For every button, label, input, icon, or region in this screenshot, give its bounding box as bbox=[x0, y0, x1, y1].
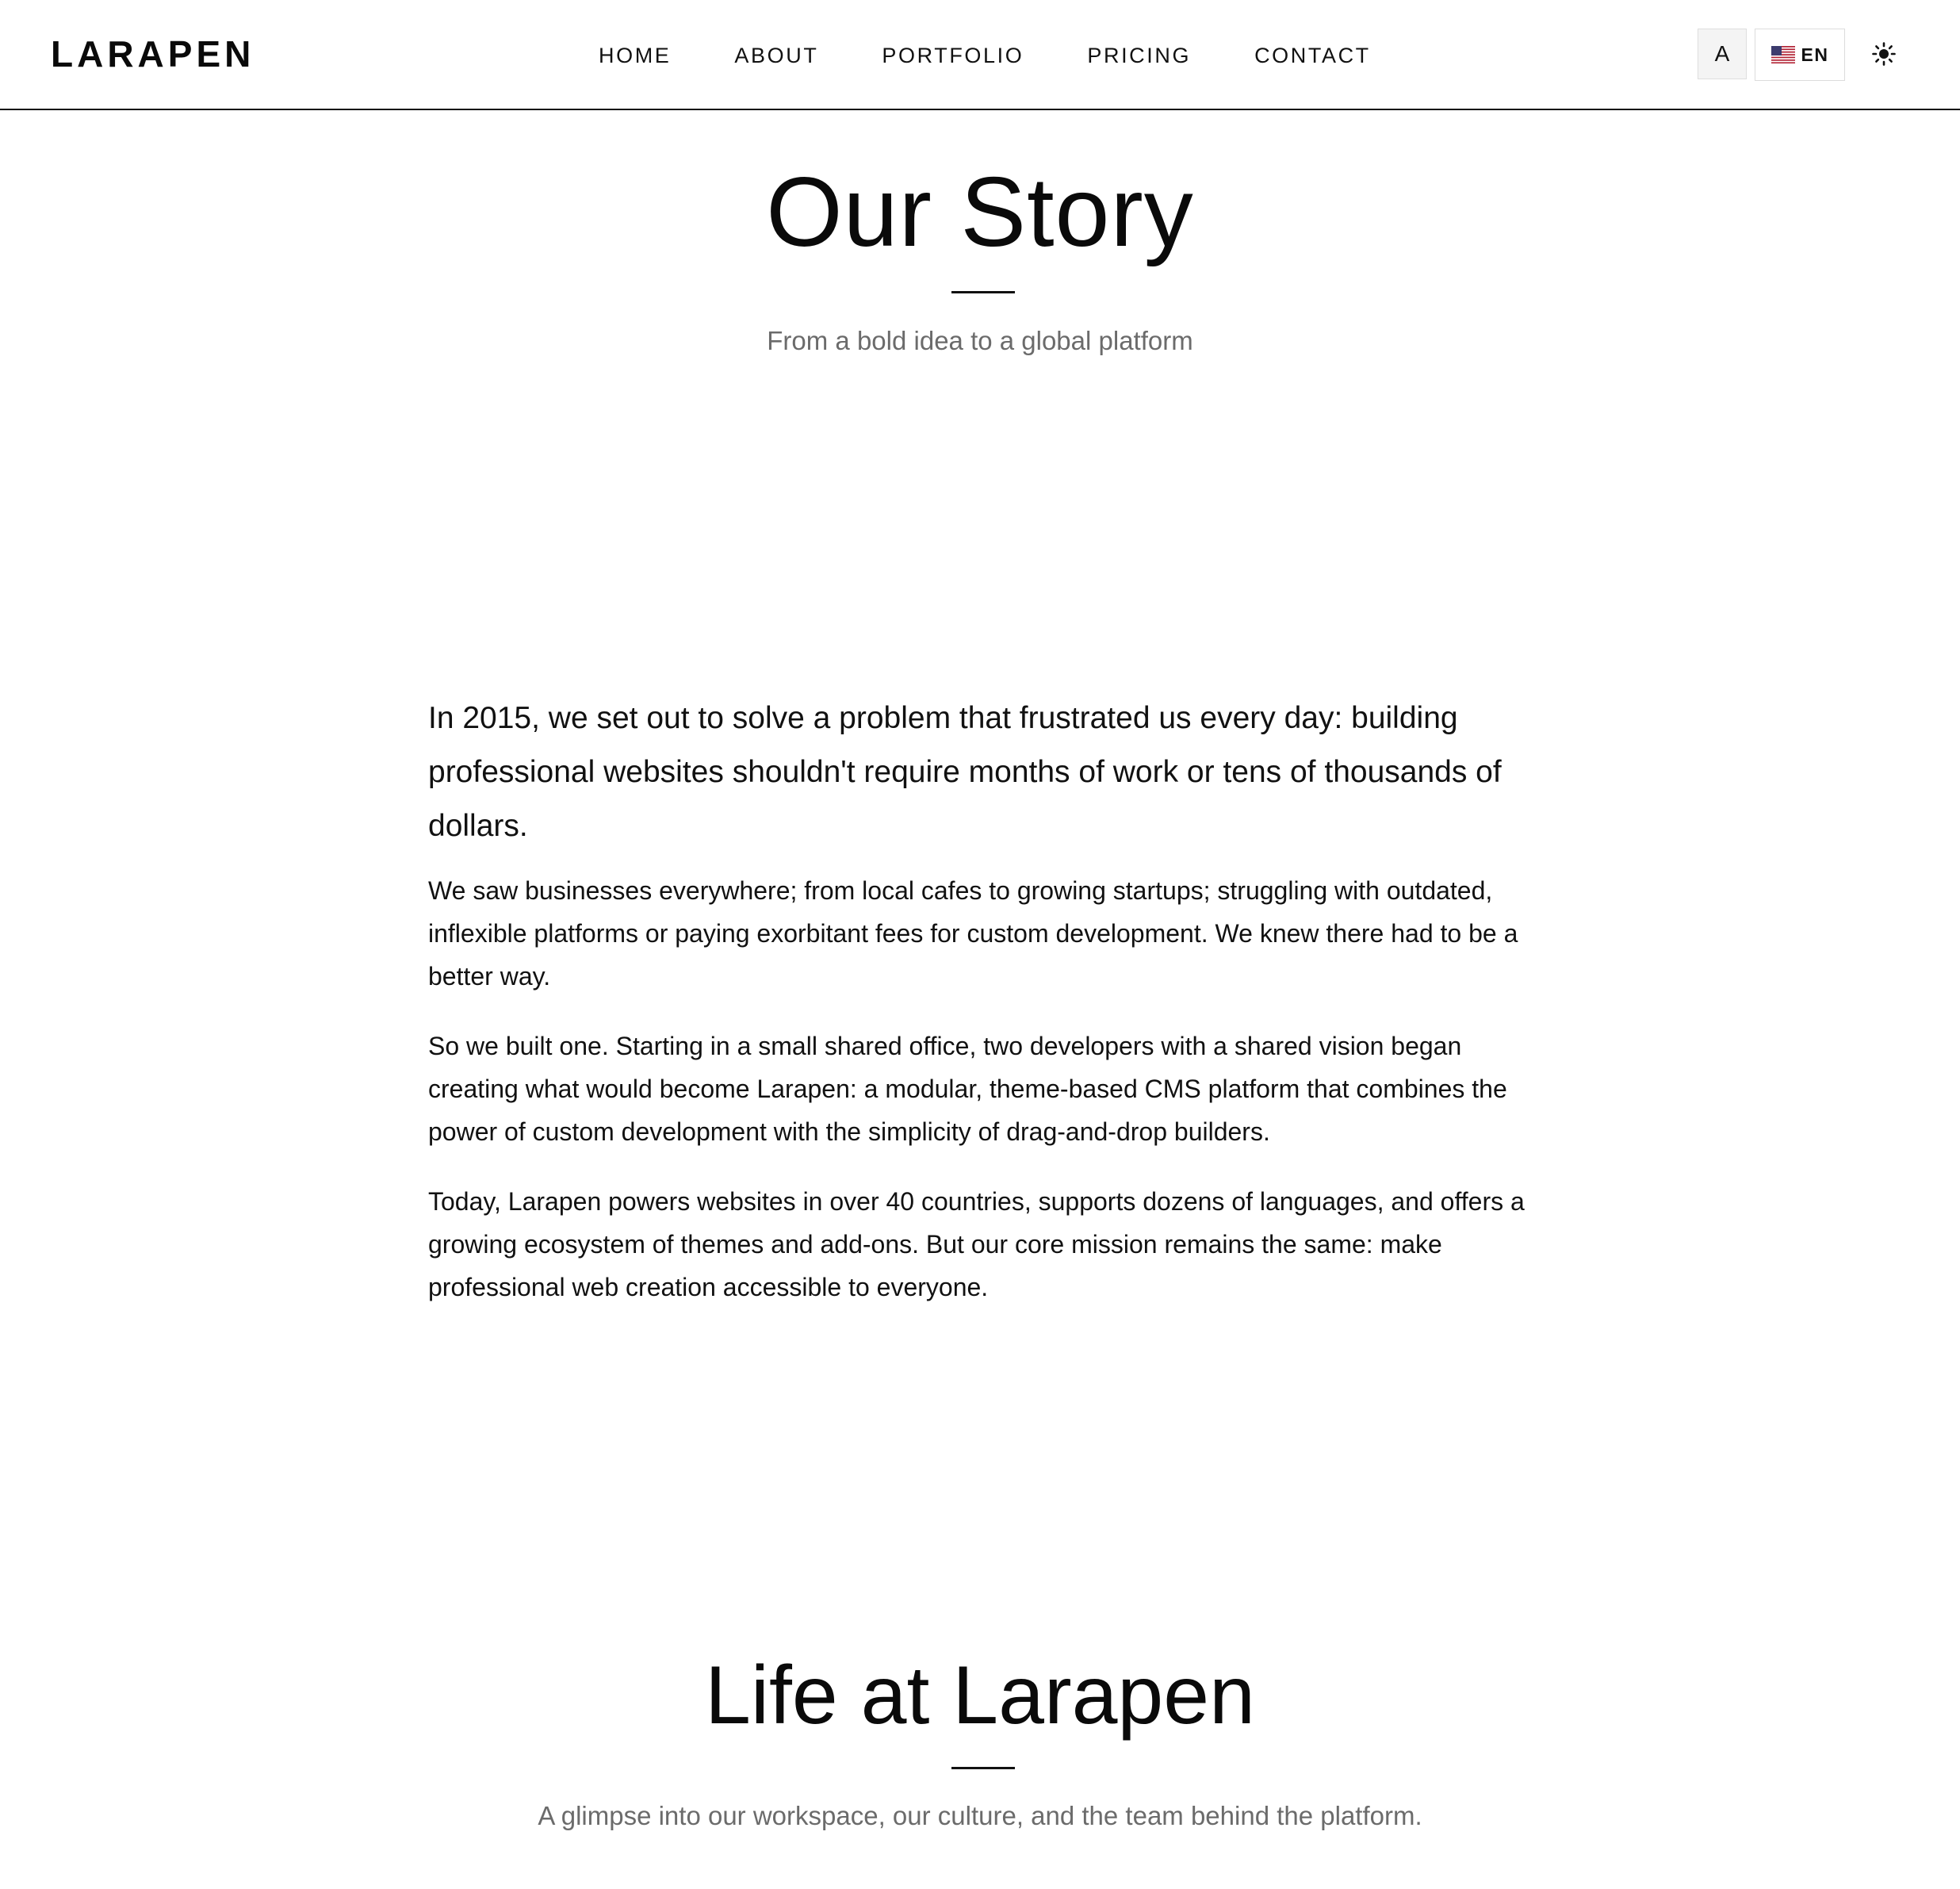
life-title-divider bbox=[951, 1767, 1015, 1769]
story-lead-paragraph: In 2015, we set out to solve a problem that frustrated us every day: building professional websites shouldn't require months of work or tens of thousands of dollars. bbox=[428, 701, 1502, 843]
main-nav bbox=[599, 40, 1371, 71]
nav-home[interactable]: HOME bbox=[599, 44, 672, 67]
font-size-button[interactable]: A bbox=[1698, 29, 1747, 79]
story-subtitle: From a bold idea to a global platform bbox=[767, 326, 1193, 355]
site-logo[interactable]: LARAPEN bbox=[51, 33, 255, 75]
us-flag-icon bbox=[1771, 46, 1795, 63]
nav-pricing[interactable]: PRICING bbox=[1087, 44, 1192, 67]
story-paragraph: Today, Larapen powers websites in over 40 countries, supports dozens of languages, and offers a growing ecosystem of themes and add-ons. But our core mission remains the same: make professional web creation accessible to everyone. bbox=[428, 1187, 1525, 1301]
life-subtitle: A glimpse into our workspace, our culture, and the team behind the platform. bbox=[538, 1801, 1422, 1830]
nav-contact[interactable]: CONTACT bbox=[1254, 44, 1371, 67]
theme-toggle-button[interactable] bbox=[1868, 38, 1900, 70]
story-title-divider bbox=[951, 291, 1015, 293]
story-paragraph: So we built one. Starting in a small shared office, two developers with a shared vision began creating what would become Larapen: a modular, theme-based CMS platform that combines the power of custom development with the simplicity of drag-and-drop builders. bbox=[428, 1032, 1507, 1146]
sun-icon bbox=[1872, 42, 1896, 66]
story-title: Our Story bbox=[766, 158, 1194, 267]
language-code: EN bbox=[1801, 44, 1829, 65]
nav-about[interactable]: ABOUT bbox=[734, 44, 819, 67]
life-title: Life at Larapen bbox=[705, 1650, 1255, 1741]
language-selector[interactable] bbox=[1755, 29, 1845, 81]
nav-portfolio[interactable]: PORTFOLIO bbox=[882, 44, 1024, 67]
story-paragraph: We saw businesses everywhere; from local cafes to growing startups; struggling with outdated, inflexible platforms or paying exorbitant fees for custom development. We knew there had to be a better way. bbox=[428, 876, 1518, 990]
site-header bbox=[0, 0, 1960, 110]
story-body bbox=[428, 692, 1546, 1335]
